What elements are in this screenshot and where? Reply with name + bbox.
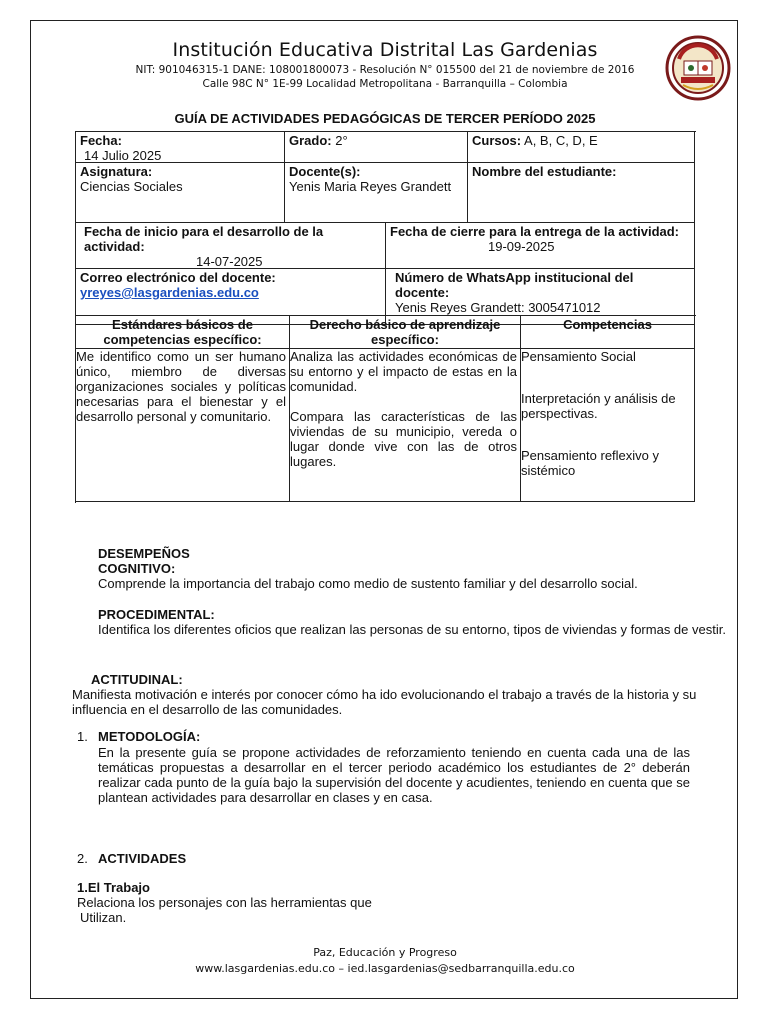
guide-title: GUÍA DE ACTIVIDADES PEDAGÓGICAS DE TERCER PERÍODO 2025 [174,111,596,126]
dba-text-2: Compara las características de las viviendas de su municipio, vereda o lugar donde vive con las de otros lugares. [290,409,517,469]
procedimental-text: Identifica los diferentes oficios que realizan las personas de su entorno, tipos de viviendas y formas de vestir. [98,622,726,637]
actitudinal-label: ACTITUDINAL: [91,672,183,687]
docente-value: Yenis Maria Reyes Grandett [289,179,452,194]
inicio-value: 14-07-2025 [196,254,263,269]
asignatura-cell [76,163,285,223]
dba-text-1: Analiza las actividades económicas de su entorno y el impacto de estas en la comunidad. [290,349,517,394]
actividades-title: ACTIVIDADES [98,851,187,866]
estudiante-label: Nombre del estudiante: [472,164,617,179]
dba-header: Derecho básico de aprendizaje específico: [290,316,521,349]
asignatura-value: Ciencias Sociales [80,179,183,194]
footer-contact: www.lasgardenias.edu.co – ied.lasgardenias@sedbarranquilla.edu.co [195,962,575,975]
whatsapp-value: Yenis Reyes Grandett: 3005471012 [395,300,601,315]
address-line: Calle 98C N° 1E-99 Localidad Metropolitana - Barranquilla – Colombia [202,78,568,90]
cursos-label: Cursos: [472,133,522,148]
metodologia-title: METODOLOGÍA: [98,729,201,744]
competencia-item: Pensamiento Social [521,349,636,364]
cierre-cell [386,223,695,269]
competencias-header: Competencias [521,316,695,349]
inicio-label: Fecha de inicio para el desarrollo de la actividad: [84,224,324,254]
metodologia-number: 1. [77,729,88,744]
school-seal-icon [665,35,731,101]
dba-cell [290,349,521,502]
grado-cell [285,132,468,163]
docente-label: Docente(s): [289,164,361,179]
fecha-label: Fecha: [80,133,122,148]
correo-label: Correo electrónico del docente: [80,270,276,285]
actitudinal-text-wrap [68,687,733,717]
docente-email-link[interactable]: yreyes@lasgardenias.edu.co [80,285,259,300]
asignatura-label: Asignatura: [80,164,153,179]
page-frame [30,20,738,999]
desempenos-title: DESEMPEÑOS [98,546,190,561]
activity-1-line1: Relaciona los personajes con las herramientas que [77,895,372,910]
docente-cell [285,163,468,223]
cierre-label: Fecha de cierre para la entrega de la actividad: [390,224,680,239]
cursos-cell [468,132,695,163]
activity-1-line2: Utilizan. [80,910,127,925]
actividades-number: 2. [77,851,88,866]
competencia-item: Pensamiento reflexivo y sistémico [521,448,660,478]
competencia-item: Interpretación y análisis de perspectivas. [521,391,676,421]
cierre-value: 19-09-2025 [488,239,555,254]
inicio-cell [76,223,386,269]
activity-1-title: 1.El Trabajo [77,880,150,895]
grado-value: 2° [335,133,348,148]
nit-line: NIT: 901046315-1 DANE: 108001800073 - Resolución N° 015500 del 21 de noviembre de 2016 [135,64,635,76]
footer [31,945,739,977]
fecha-value: 14 Julio 2025 [84,148,162,163]
cognitivo-text: Comprende la importancia del trabajo como medio de sustento familiar y del desarrollo social. [98,576,638,591]
competencias-cell [521,349,695,502]
activity-1 [77,880,477,925]
letterhead [31,39,739,91]
fecha-cell [76,132,285,163]
info-table [75,131,696,326]
standards-header: Estándares básicos de competencias específico: [76,316,290,349]
cognitivo-label: COGNITIVO: [98,561,176,576]
actitudinal-text: Manifiesta motivación e interés por conocer cómo ha ido evolucionando el trabajo a través de la historia y su influencia en el desarrollo de las comunidades. [72,687,697,717]
actitudinal-label-wrap [91,672,711,687]
metodologia-text: En la presente guía se propone actividades de reforzamiento teniendo en cuenta cada una de las temáticas propuestas a desarrollar en el tercer periodo académico los estudiantes de 2° deberán realizar cada punto de la guía bajo la supervisión del docente y acudientes, teniendo en cuenta que se plantean actividades para desarrollar en clases y en casa. [98,745,690,805]
standards-table [75,315,696,503]
cursos-value: A, B, C, D, E [524,133,598,148]
desempenos-section [98,546,733,637]
procedimental-label: PROCEDIMENTAL: [98,607,215,622]
grado-label: Grado: [289,133,332,148]
footer-motto: Paz, Educación y Progreso [313,946,457,959]
estudiante-cell [468,163,695,223]
institution-name: Institución Educativa Distrital Las Gardenias [172,39,598,61]
standards-text: Me identifico como un ser humano único, miembro de diversas organizaciones sociales y políticas necesarias para el bienestar y el desarrollo personal y comunitario. [76,349,290,502]
whatsapp-label: Número de WhatsApp institucional del docente: [395,270,634,300]
